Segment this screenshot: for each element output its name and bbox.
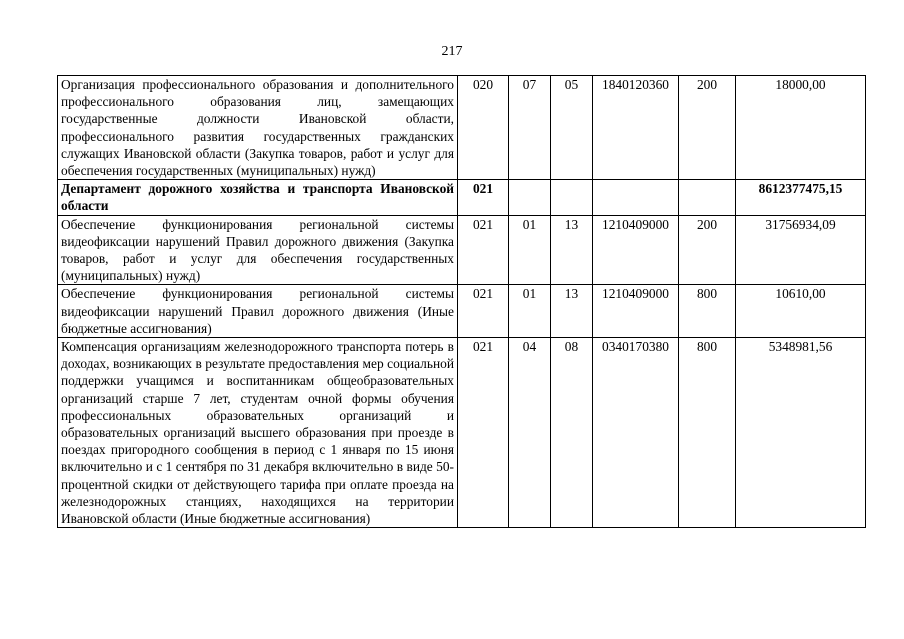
row-expense-type: 800 [679,338,736,528]
row-target-article: 1210409000 [593,285,679,338]
row-name: Обеспечение функционирования региональной системы видеофиксации нарушений Правил дорожного движения (Иные бюджетные ассигнования) [58,285,458,338]
row-target-article: 1840120360 [593,76,679,180]
row-section-code: 07 [509,76,551,180]
row-subsection-code: 13 [551,215,593,285]
row-amount: 5348981,56 [736,338,866,528]
row-section-code: 04 [509,338,551,528]
row-expense-type: 800 [679,285,736,338]
row-subsection-code: 13 [551,285,593,338]
row-target-article [593,180,679,215]
row-ministry-code: 021 [458,285,509,338]
row-name: Компенсация организациям железнодорожного транспорта потерь в доходах, возникающих в результате предоставления мер социальной поддержки учащимся и воспитанникам общеобразовательных организаций старше 7 лет, студентам очной формы обучения профессиональных образовательных организаций и образовательных организаций высшего образования при проезде в поездах пригородного сообщения в период с 1 января по 15 июня включительно и с 1 сентября по 31 декабря включительно в виде 50-процентной скидки от действующего тарифа при оплате проезда на железнодорожных станциях, находящихся на территории Ивановской области (Иные бюджетные ассигнования) [58,338,458,528]
row-amount: 10610,00 [736,285,866,338]
table-row [58,215,866,285]
row-ministry-code: 021 [458,180,509,215]
table-row-department [58,180,866,215]
page-number: 217 [441,44,463,59]
row-ministry-code: 020 [458,76,509,180]
row-subsection-code: 08 [551,338,593,528]
table-row [58,285,866,338]
row-section-code: 01 [509,285,551,338]
row-section-code: 01 [509,215,551,285]
row-name: Обеспечение функционирования региональной системы видеофиксации нарушений Правил дорожного движения (Закупка товаров, работ и услуг для обеспечения государственных (муниципальных) нужд) [58,215,458,285]
row-ministry-code: 021 [458,338,509,528]
budget-table [57,75,866,528]
row-subsection-code: 05 [551,76,593,180]
row-ministry-code: 021 [458,215,509,285]
row-expense-type: 200 [679,76,736,180]
table-row [58,76,866,180]
table-row [58,338,866,528]
row-expense-type: 200 [679,215,736,285]
row-target-article: 0340170380 [593,338,679,528]
row-subsection-code [551,180,593,215]
row-amount: 8612377475,15 [736,180,866,215]
row-amount: 18000,00 [736,76,866,180]
row-expense-type [679,180,736,215]
row-section-code [509,180,551,215]
row-amount: 31756934,09 [736,215,866,285]
row-target-article: 1210409000 [593,215,679,285]
row-name: Департамент дорожного хозяйства и транспорта Ивановской области [58,180,458,215]
row-name: Организация профессионального образования и дополнительного профессионального образования лиц, замещающих государственные должности Ивановской области, профессионального развития государственных гражданских служащих Ивановской области (Закупка товаров, работ и услуг для обеспечения государственных (муниципальных) нужд) [58,76,458,180]
